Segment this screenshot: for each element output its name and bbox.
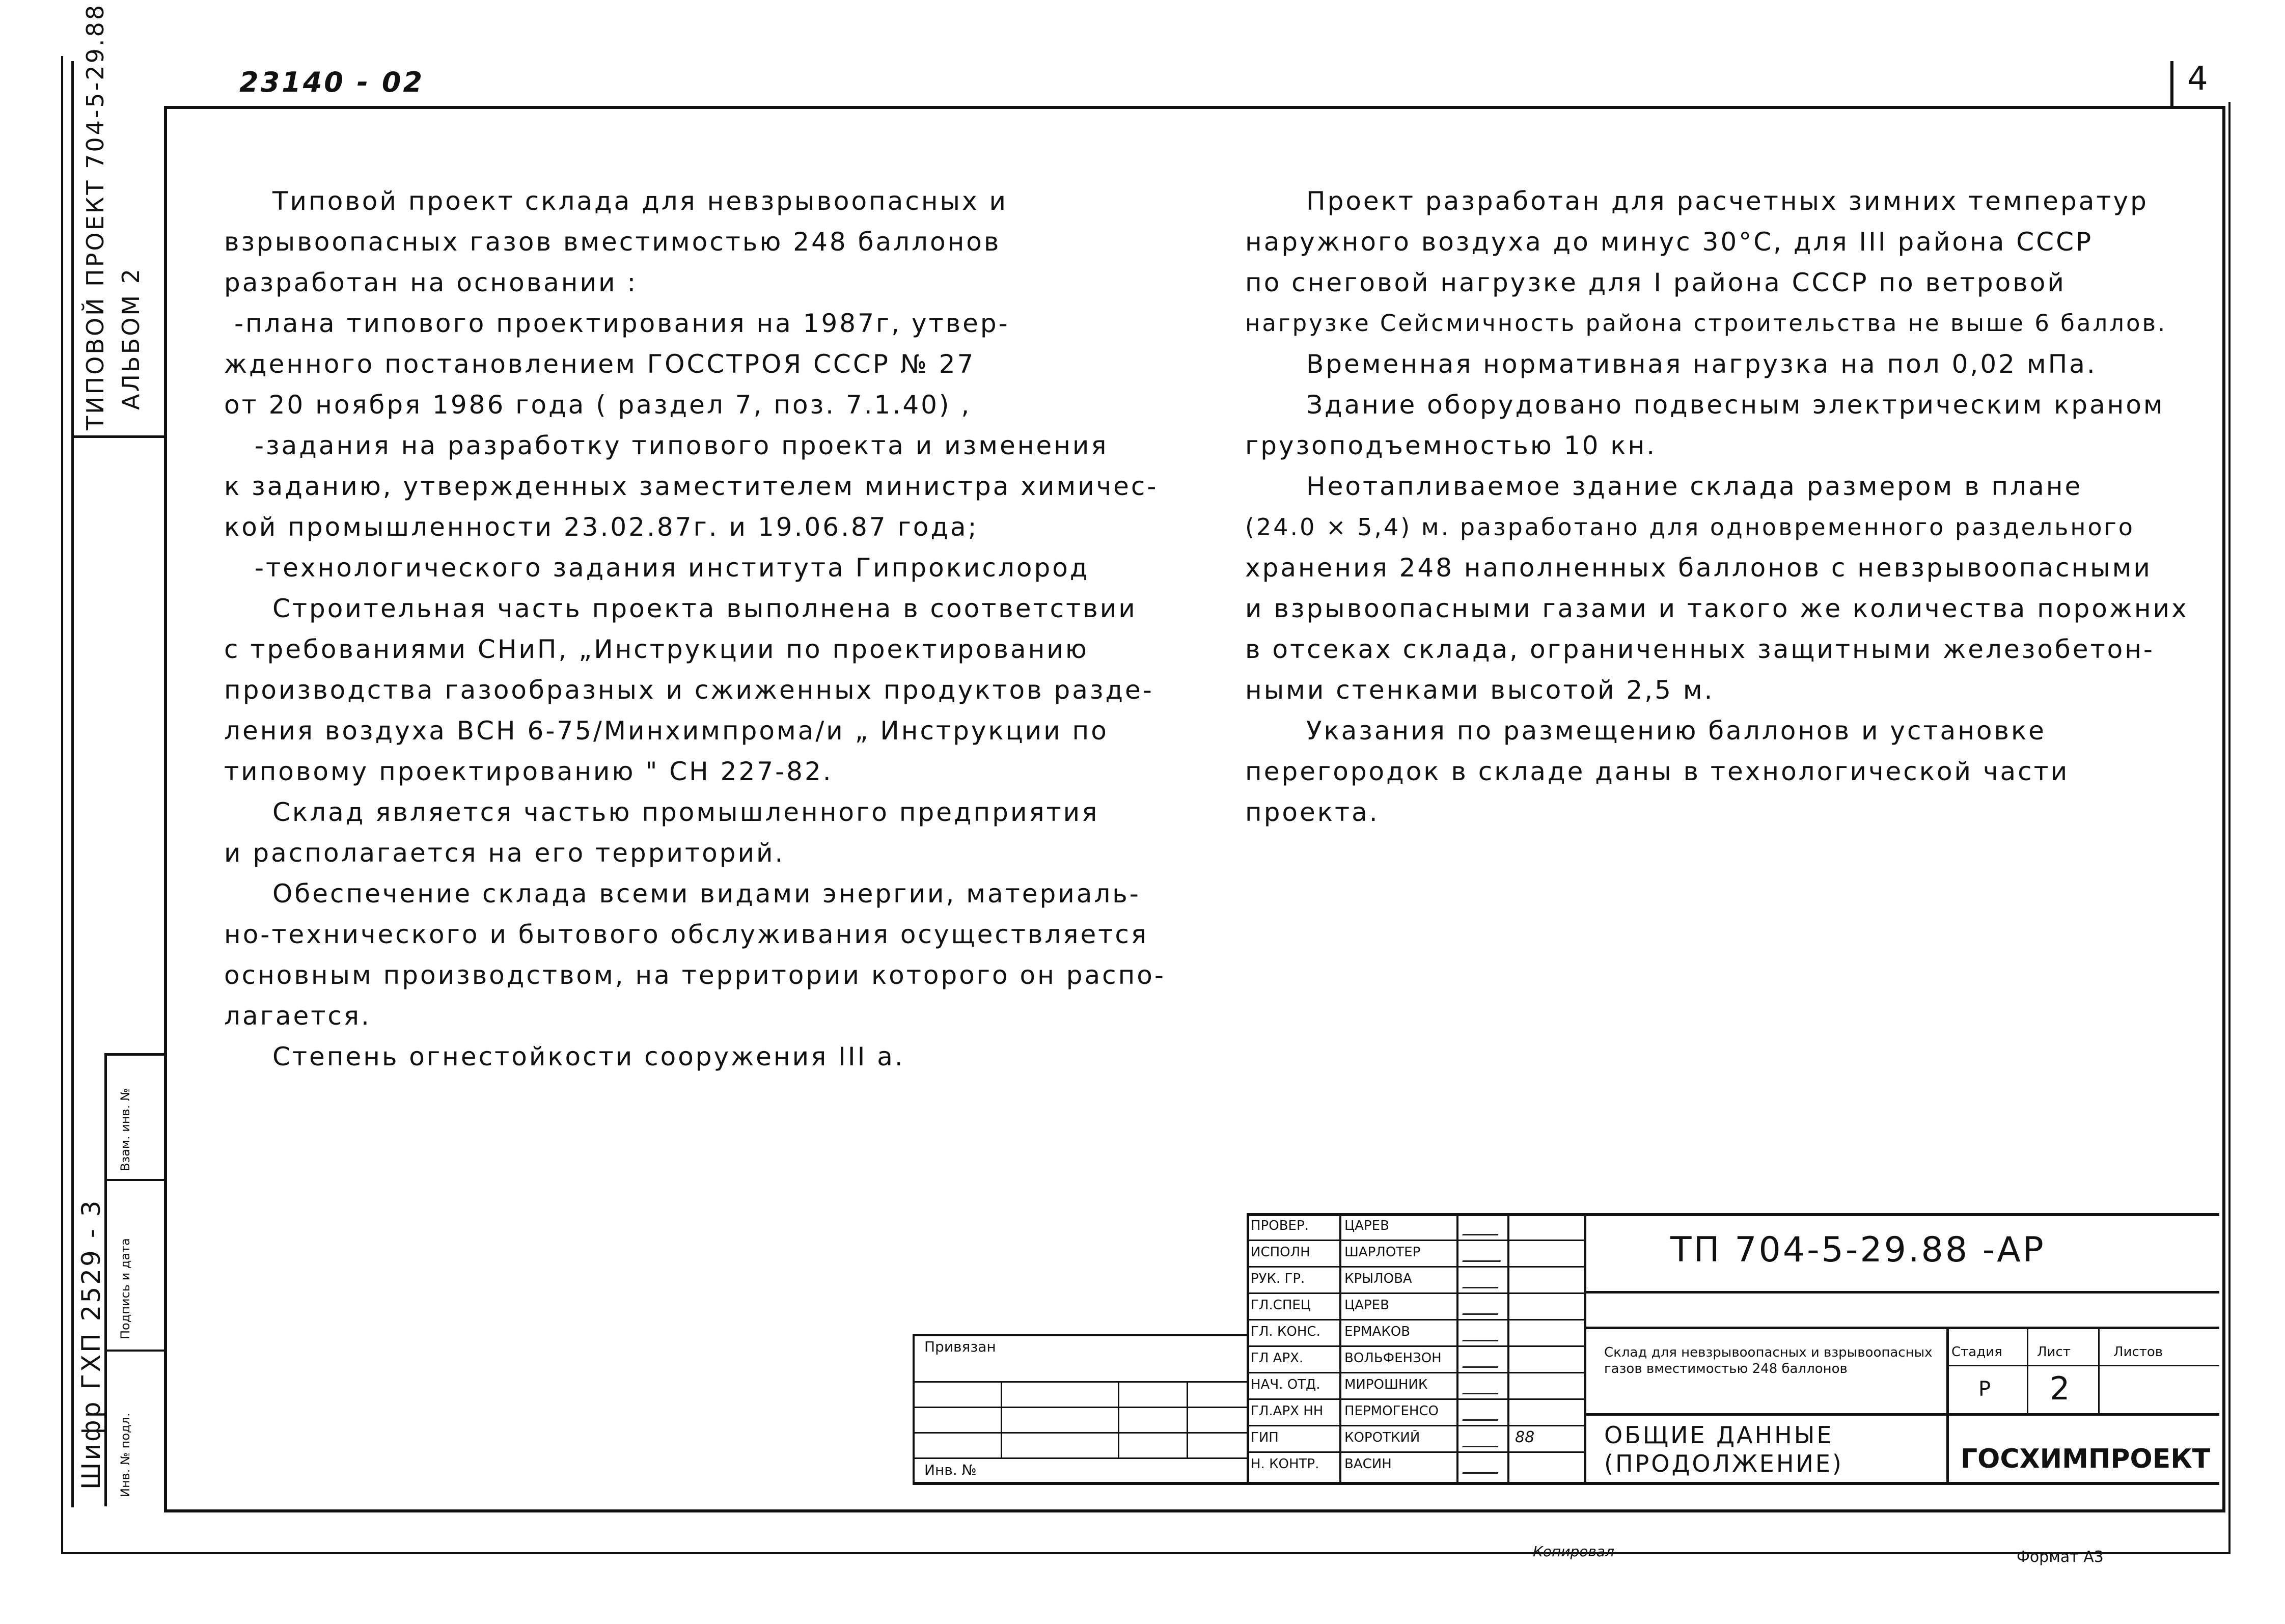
right-text-column — [1245, 181, 2203, 833]
sheet-corner-number: 4 — [2187, 60, 2208, 98]
text-line: хранения 248 наполненных баллонов с невзрывоопасными — [1245, 553, 2152, 583]
cipher-strip-div1 — [104, 1179, 164, 1181]
text-line: -задания на разработку типового проекта и изменения — [255, 431, 1109, 460]
stamp-name: МИРОШНИК — [1344, 1377, 1428, 1392]
outer-frame-bottom — [61, 1552, 2231, 1554]
stamp-row — [1247, 1398, 1584, 1400]
stamp-role: ГЛ. КОНС. — [1251, 1324, 1320, 1339]
organization: ГОСХИМПРОЕКТ — [1961, 1444, 2211, 1474]
signature — [1462, 1437, 1502, 1447]
text-line: с требованиями СНиП, „Инструкции по проектированию — [224, 635, 1089, 664]
strip-label-sign: Подпись и дата — [118, 1238, 132, 1339]
priv-top — [913, 1334, 1247, 1336]
left-strip-divider — [71, 435, 164, 438]
left-strip-album: АЛЬБОМ 2 — [117, 267, 145, 410]
format-label: Формат А3 — [2017, 1548, 2104, 1566]
text-line: в отсеках склада, ограниченных защитными железобетон- — [1245, 635, 2155, 664]
text-line: -технологического задания института Гипрокислород — [255, 553, 1090, 583]
stamp-col-date-end — [1584, 1213, 1586, 1483]
text-line: грузоподъемностью 10 кн. — [1245, 431, 1657, 460]
sheet-value: 2 — [2050, 1370, 2070, 1407]
text-line: к заданию, утвержденных заместителем министра химичес- — [224, 472, 1159, 501]
priv-col — [1001, 1381, 1002, 1457]
text-line: Строительная часть проекта выполнена в соответствии — [272, 594, 1137, 623]
text-line: Указания по размещению баллонов и установке — [1306, 716, 2046, 746]
stamp-name: ЕРМАКОВ — [1344, 1324, 1411, 1339]
text-line: от 20 ноября 1986 года ( раздел 7, поз. 7.1.40) , — [224, 390, 972, 420]
stage-label: Стадия — [1951, 1344, 2002, 1360]
stamp-objname-bottom — [1584, 1413, 2219, 1416]
signature — [1462, 1357, 1502, 1368]
stamp-row — [1247, 1266, 1584, 1268]
stamp-info-header-row — [1946, 1365, 2219, 1366]
text-line: Обеспечение склада всеми видами энергии, материаль- — [272, 879, 1141, 909]
stamp-info-col2 — [2098, 1327, 2100, 1413]
stamp-role: ГЛ.АРХ НН — [1251, 1403, 1324, 1419]
priv-row — [913, 1457, 1247, 1459]
stamp-col-role-end — [1339, 1213, 1341, 1483]
text-line: лагается. — [224, 1001, 371, 1031]
stamp-name: ПЕРМОГЕНСО — [1344, 1403, 1439, 1419]
cipher-label: Шифр ГХП 2529 - 3 — [76, 1198, 106, 1490]
signature — [1462, 1225, 1502, 1235]
priv-col — [1187, 1381, 1188, 1457]
text-line: жденного постановлением ГОССТРОЯ СССР № 27 — [224, 349, 976, 379]
stamp-name: ВАСИН — [1344, 1456, 1392, 1472]
copied-label: Копировал — [1533, 1543, 1614, 1560]
text-line: ными стенками высотой 2,5 м. — [1245, 675, 1715, 705]
stamp-sheet-title: ОБЩИЕ ДАННЫЕ (ПРОДОЛЖЕНИЕ) — [1604, 1421, 1843, 1477]
priv-row — [913, 1381, 1247, 1383]
sheet-label: Лист — [2037, 1344, 2071, 1360]
text-line: кой промышленности 23.02.87г. и 19.06.87 года; — [224, 512, 979, 542]
stamp-row — [1247, 1451, 1584, 1453]
sheets-label: Листов — [2113, 1344, 2163, 1360]
stamp-row — [1247, 1345, 1584, 1347]
stamp-role: РУК. ГР. — [1251, 1271, 1305, 1286]
signature — [1462, 1278, 1502, 1288]
text-line: и взрывоопасными газами и такого же количества порожних — [1245, 594, 2189, 623]
stamp-name: ЦАРЕВ — [1344, 1298, 1389, 1313]
stamp-name: ЦАРЕВ — [1344, 1218, 1389, 1233]
text-line: и располагается на его территорий. — [224, 838, 785, 868]
text-line: Временная нормативная нагрузка на пол 0,02 мПа. — [1306, 349, 2097, 379]
text-line: Типовой проект склада для невзрывоопасных и — [272, 186, 1008, 216]
stamp-role: НАЧ. ОТД. — [1251, 1377, 1320, 1392]
strip-label-inv: Инв. № подл. — [118, 1413, 132, 1497]
stage-value: Р — [1978, 1378, 1991, 1401]
stamp-docnum-bottom — [1584, 1291, 2219, 1293]
left-strip-border — [71, 61, 74, 1507]
text-line: ления воздуха ВСН 6-75/Минхимпрома/и „ Инструкции по — [224, 716, 1109, 746]
stamp-col-name-end — [1456, 1213, 1458, 1483]
stamp-row — [1247, 1425, 1584, 1426]
outer-frame-left — [61, 56, 63, 1553]
stamp-col-sign-end — [1507, 1213, 1509, 1483]
stamp-object-name: Склад для невзрывоопасных и взрывоопасных газов вместимостью 248 баллонов — [1604, 1345, 1933, 1377]
priv-col — [1118, 1381, 1119, 1457]
stamp-role: ГЛ.СПЕЦ — [1251, 1298, 1311, 1313]
stamp-role: ИСПОЛН — [1251, 1245, 1310, 1260]
stamp-role: ГЛ АРХ. — [1251, 1351, 1304, 1366]
strip-label-zam: Взам. инв. № — [118, 1088, 132, 1171]
left-strip-project-label: ТИПОВОЙ ПРОЕКТ 704-5-29.88 — [81, 3, 109, 430]
stamp-info-divider — [1946, 1327, 1949, 1484]
text-line: нагрузке Сейсмичность района строительства не выше 6 баллов. — [1245, 310, 2167, 337]
text-line: проекта. — [1245, 797, 1380, 827]
corner-box-left — [2170, 61, 2173, 107]
stamp-objname-top — [1584, 1327, 2219, 1329]
stamp-role: ГИП — [1251, 1430, 1279, 1445]
signature — [1462, 1410, 1502, 1421]
cipher-strip-top — [104, 1053, 164, 1056]
text-line: по снеговой нагрузке для I района СССР по ветровой — [1245, 268, 2066, 297]
date-mark: 88 — [1515, 1428, 1535, 1446]
text-line: основным производством, на территории которого он распо- — [224, 960, 1166, 990]
privyazan-label: Привязан — [924, 1338, 996, 1355]
priv-left — [913, 1334, 915, 1484]
text-line: Проект разработан для расчетных зимних температур — [1306, 186, 2149, 216]
signature — [1462, 1331, 1502, 1341]
stamp-bottom — [913, 1482, 2219, 1485]
text-line: Неотапливаемое здание склада размером в плане — [1306, 472, 2083, 501]
stamp-name: ВОЛЬФЕНЗОН — [1344, 1351, 1442, 1366]
text-line: но-технического и бытового обслуживания осуществляется — [224, 920, 1148, 949]
text-line: типовому проектированию " СН 227-82. — [224, 757, 833, 786]
stamp-role: Н. КОНТР. — [1251, 1456, 1319, 1472]
outer-frame-right — [2228, 102, 2231, 1553]
stamp-top — [1247, 1213, 2219, 1216]
stamp-role: ПРОВЕР. — [1251, 1218, 1309, 1233]
stamp-row — [1247, 1372, 1584, 1373]
text-line: разработан на основании : — [224, 268, 638, 297]
stamp-row — [1247, 1240, 1584, 1241]
stamp-name: КОРОТКИЙ — [1344, 1430, 1420, 1445]
left-text-column — [224, 181, 1171, 1077]
text-line: Склад является частью промышленного предприятия — [272, 797, 1099, 827]
stamp-doc-number: ТП 704-5-29.88 -АР — [1670, 1230, 2046, 1270]
signature — [1462, 1251, 1504, 1262]
priv-row — [913, 1407, 1247, 1408]
text-line: перегородок в складе даны в технологической части — [1245, 757, 2070, 786]
stamp-info-col1 — [2027, 1327, 2028, 1413]
stamp-name: КРЫЛОВА — [1344, 1271, 1412, 1286]
doc-code: 23140 - 02 — [239, 66, 425, 98]
signature — [1462, 1463, 1502, 1474]
text-line: -плана типового проектирования на 1987г, утвер- — [234, 309, 1010, 338]
signature — [1462, 1384, 1502, 1394]
text-line: наружного воздуха до минус 30°С, для III района СССР — [1245, 227, 2094, 257]
text-line: Здание оборудовано подвесным электрическим краном — [1306, 390, 2165, 420]
inv-no-label: Инв. № — [924, 1462, 977, 1478]
cipher-strip-div2 — [104, 1350, 164, 1352]
stamp-left-main — [1247, 1213, 1249, 1483]
text-line: производства газообразных и сжиженных продуктов разде- — [224, 675, 1154, 705]
stamp-name: ШАРЛОТЕР — [1344, 1245, 1421, 1260]
text-line: Степень огнестойкости сооружения III а. — [272, 1042, 905, 1071]
signature — [1462, 1304, 1502, 1315]
stamp-row — [1247, 1319, 1584, 1320]
text-line: (24.0 × 5,4) м. разработано для одновременного раздельного — [1245, 513, 2135, 541]
text-line: взрывоопасных газов вместимостью 248 баллонов — [224, 227, 1001, 257]
stamp-row — [1247, 1292, 1584, 1294]
priv-row — [913, 1432, 1247, 1434]
